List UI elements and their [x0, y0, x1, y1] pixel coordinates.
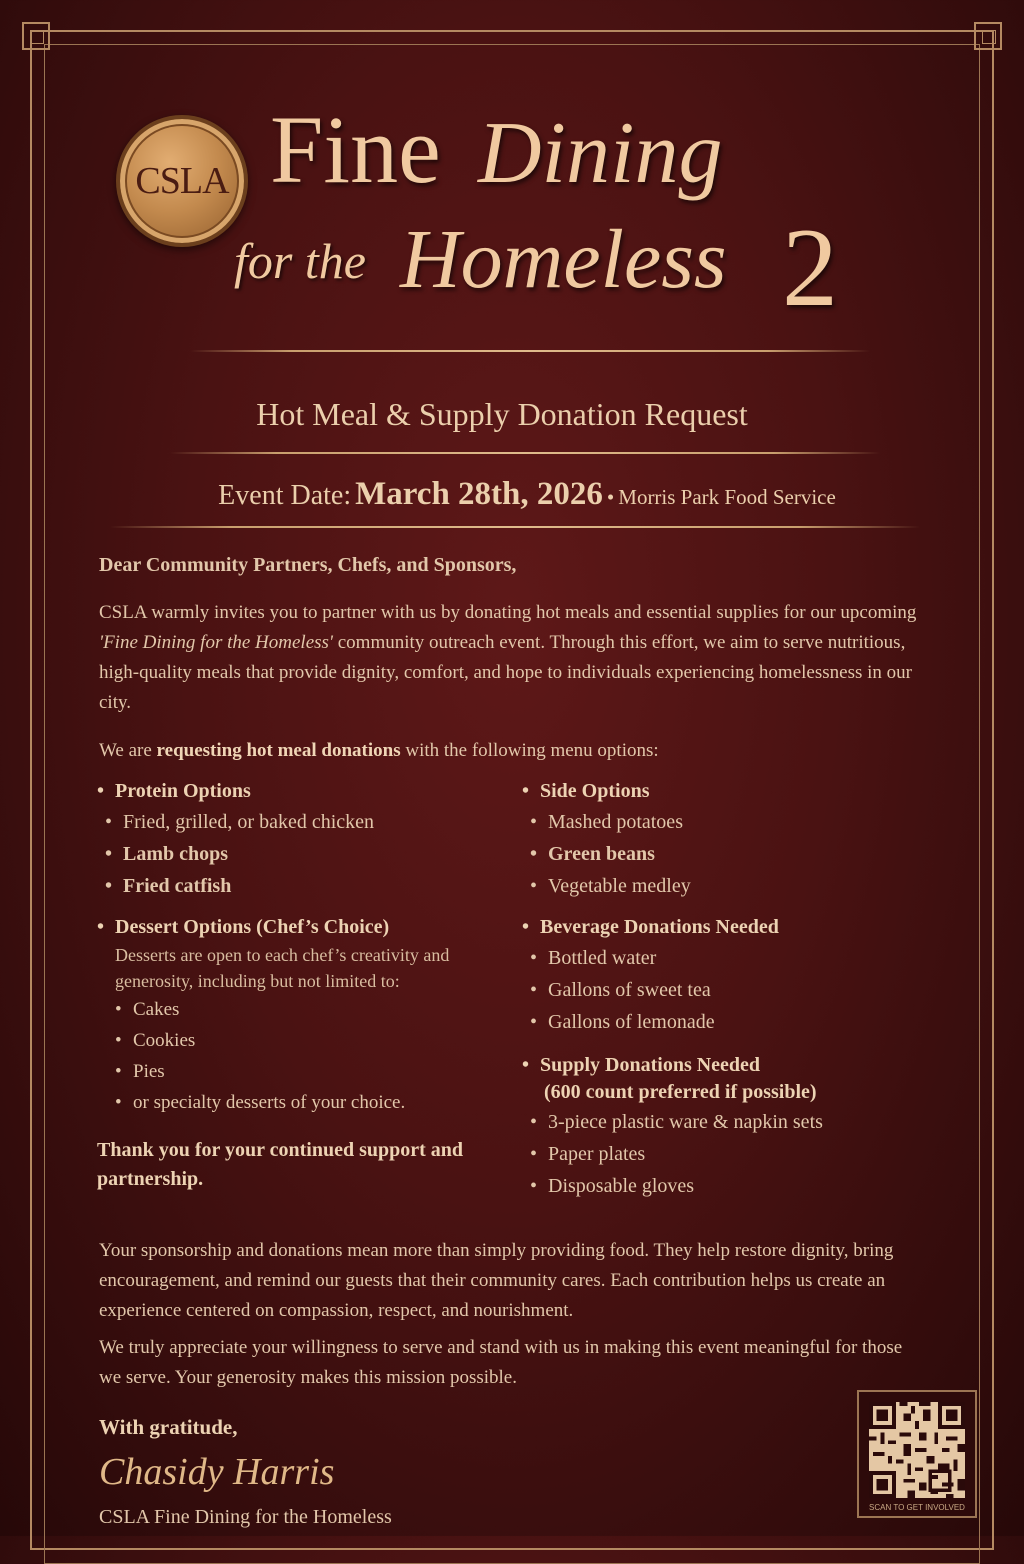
- beverage-heading: • Beverage Donations Needed: [522, 916, 779, 938]
- request-line: We are requesting hot meal donations with the following menu options:: [99, 740, 659, 761]
- list-item: • Fried, grilled, or baked chicken: [105, 811, 375, 833]
- csla-logo: [116, 115, 248, 247]
- event-label: Event Date:: [218, 480, 352, 511]
- title-fine: Fine: [270, 96, 441, 203]
- title-for-the: for the: [234, 233, 366, 289]
- qr-code[interactable]: [869, 1402, 965, 1498]
- divider: [170, 452, 880, 454]
- list-item: • Paper plates: [530, 1143, 646, 1165]
- divider: [110, 526, 920, 528]
- closing: With gratitude,: [99, 1415, 238, 1439]
- protein-heading: • Protein Options: [97, 780, 251, 802]
- corner-ornament: [22, 22, 50, 50]
- right-column: [522, 776, 942, 1202]
- title-homeless: Homeless: [400, 213, 727, 306]
- list-item: • Fried catfish: [105, 875, 232, 897]
- title-number: 2: [782, 206, 838, 330]
- list-item: • Mashed potatoes: [530, 811, 683, 833]
- list-item: • Gallons of sweet tea: [530, 979, 711, 1001]
- side-heading: • Side Options: [522, 780, 650, 802]
- event-date: March 28th, 2026: [355, 476, 603, 512]
- qr-caption: SCAN TO GET INVOLVED: [869, 1503, 965, 1512]
- supply-subtitle: (600 count preferred if possible): [544, 1081, 817, 1103]
- greeting: Dear Community Partners, Chefs, and Sponsors,: [99, 554, 517, 576]
- divider: [190, 350, 870, 352]
- page-subtitle: Hot Meal & Supply Donation Request: [256, 396, 748, 432]
- event-separator: •: [606, 485, 615, 509]
- list-item: • Cookies: [115, 1030, 196, 1051]
- corner-ornament: [974, 22, 1002, 50]
- list-item: • Gallons of lemonade: [530, 1011, 715, 1033]
- signature: Chasidy Harris: [99, 1451, 335, 1493]
- list-item: • Pies: [115, 1061, 165, 1082]
- list-item: • Vegetable medley: [530, 875, 691, 897]
- organization-name: CSLA Fine Dining for the Homeless: [99, 1506, 392, 1528]
- intro-paragraph: CSLA warmly invites you to partner with us by donating hot meals and essential supplies for our upcoming 'Fine Dining for the Homeless' community outreach event. Through this effort, we aim to serve nutritious, high-quality meals that provide dignity, comfort, and hope to individuals experiencing homelessness in our city.: [99, 602, 917, 713]
- supply-heading: • Supply Donations Needed: [522, 1054, 761, 1076]
- dessert-heading: • Dessert Options (Chef’s Choice): [97, 916, 390, 938]
- qr-code-box[interactable]: [857, 1390, 977, 1518]
- event-line: [0, 476, 1024, 513]
- list-item: • Green beans: [530, 843, 655, 865]
- list-item: • Disposable gloves: [530, 1175, 695, 1197]
- list-item: • Lamb chops: [105, 843, 229, 865]
- appreciation-paragraph: We truly appreciate your willingness to serve and stand with us in making this event meaningful for those we serve. Your generosity makes this mission possible.: [99, 1337, 903, 1388]
- thanks-note: Thank you for your continued support and partnership.: [97, 1139, 464, 1190]
- list-item: • 3-piece plastic ware & napkin sets: [530, 1111, 823, 1133]
- list-item: • Cakes: [115, 999, 180, 1020]
- logo-text: CSLA: [135, 160, 229, 202]
- dessert-note: Desserts are open to each chef’s creativity and generosity, including but not limited to:: [115, 945, 450, 991]
- title-dining: Dining: [478, 105, 723, 202]
- left-column: [97, 776, 507, 1194]
- event-venue: Morris Park Food Service: [618, 485, 836, 509]
- sponsorship-paragraph: Your sponsorship and donations mean more than simply providing food. They help restore dignity, bring encouragement, and remind our guests that their community cares. Each contribution helps us create an experience centered on compassion, respect, and nourishment.: [99, 1240, 894, 1321]
- list-item: • Bottled water: [530, 947, 657, 969]
- list-item: • or specialty desserts of your choice.: [115, 1092, 406, 1113]
